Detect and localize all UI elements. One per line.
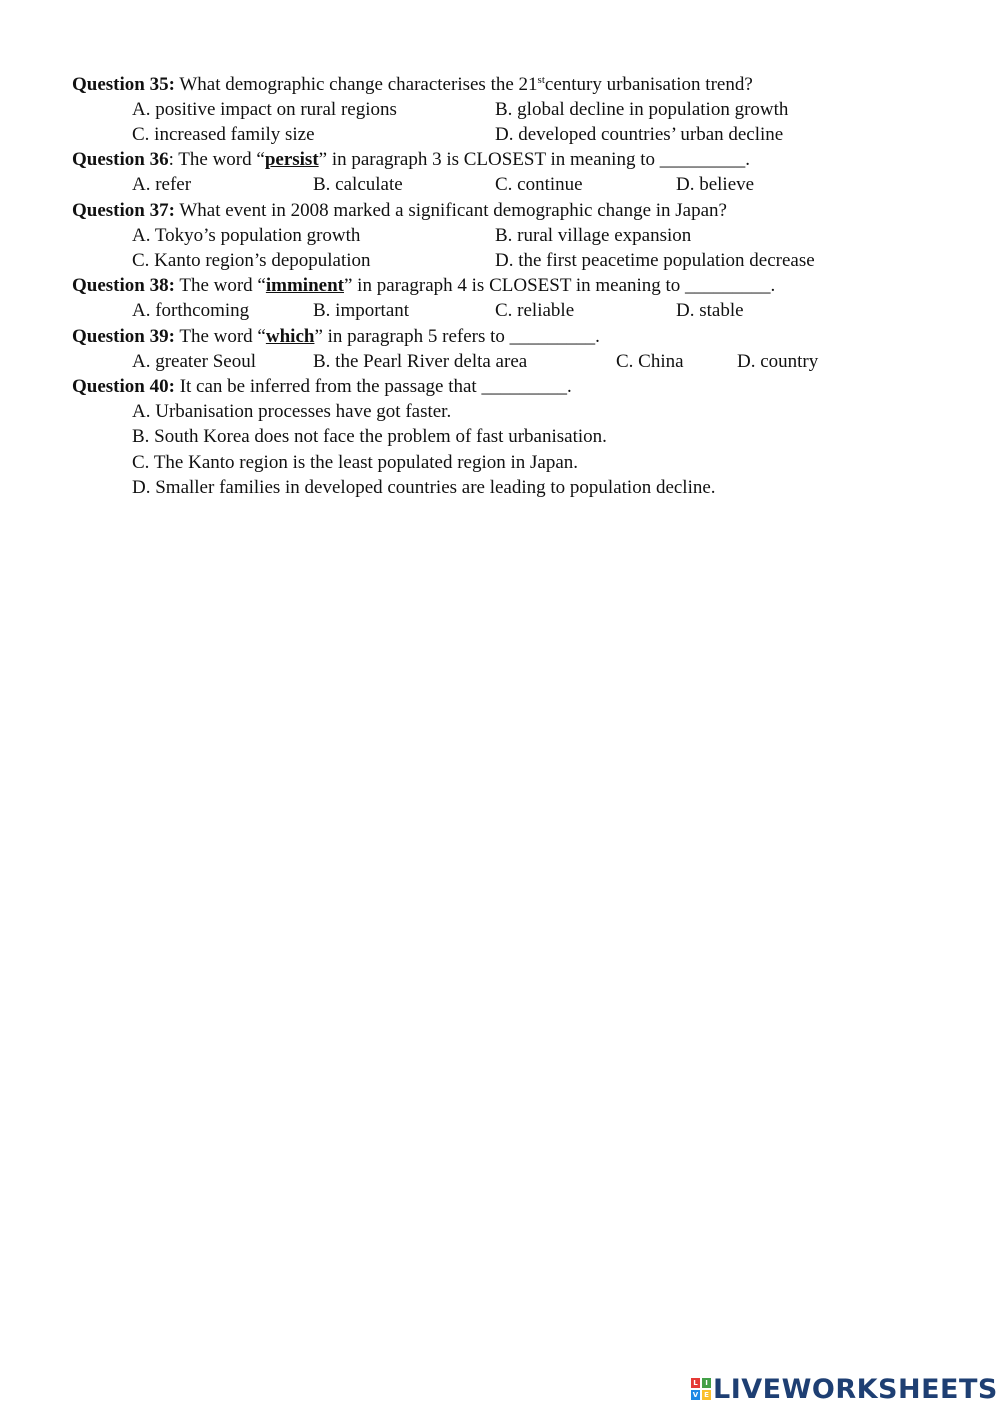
question-37-stem: Question 37: What event in 2008 marked a significant demographic change in Japan? xyxy=(72,200,727,221)
q39-option-c[interactable]: C. China xyxy=(616,351,684,372)
q35-option-b[interactable]: B. global decline in population growth xyxy=(495,99,789,120)
question-35-stem: Question 35: What demographic change characterises the 21stcentury urbanisation trend? xyxy=(72,74,753,95)
question-36-stem: Question 36: The word “persist” in paragraph 3 is CLOSEST in meaning to _________. xyxy=(72,149,750,170)
q39-option-d[interactable]: D. country xyxy=(737,351,819,372)
liveworksheets-logo xyxy=(691,1374,998,1404)
q35-option-d[interactable]: D. developed countries’ urban decline xyxy=(495,124,784,145)
brand-name: LIVEWORKSHEETS xyxy=(713,1373,998,1405)
q40-option-a[interactable]: A. Urbanisation processes have got faster. xyxy=(132,401,452,422)
q36-option-b[interactable]: B. calculate xyxy=(313,174,403,195)
q38-option-a[interactable]: A. forthcoming xyxy=(132,300,250,321)
keyword-persist: persist xyxy=(264,149,319,170)
question-40-stem: Question 40: It can be inferred from the passage that _________. xyxy=(72,376,572,397)
question-38-stem: Question 38: The word “imminent” in paragraph 4 is CLOSEST in meaning to _________. xyxy=(72,275,776,296)
q38-option-b[interactable]: B. important xyxy=(313,300,410,321)
q36-option-c[interactable]: C. continue xyxy=(495,174,583,195)
q36-option-d[interactable]: D. believe xyxy=(676,174,755,195)
q38-option-d[interactable]: D. stable xyxy=(676,300,744,321)
q36-option-a[interactable]: A. refer xyxy=(132,174,192,195)
q37-option-b[interactable]: B. rural village expansion xyxy=(495,225,692,246)
q38-option-c[interactable]: C. reliable xyxy=(495,300,575,321)
mark-tile-e: E xyxy=(702,1390,711,1400)
mark-tile-v: V xyxy=(692,1391,699,1399)
q39-option-b[interactable]: B. the Pearl River delta area xyxy=(313,351,528,372)
q39-option-a[interactable]: A. greater Seoul xyxy=(132,351,256,372)
q35-option-a[interactable]: A. positive impact on rural regions xyxy=(132,99,397,120)
keyword-which: which xyxy=(265,326,315,347)
q37-option-c[interactable]: C. Kanto region’s depopulation xyxy=(132,250,371,271)
q40-option-c[interactable]: C. The Kanto region is the least populated region in Japan. xyxy=(132,452,579,473)
question-39-stem: Question 39: The word “which” in paragraph 5 refers to _________. xyxy=(72,326,600,347)
q35-option-c[interactable]: C. increased family size xyxy=(132,124,315,145)
mark-tile-i: I xyxy=(702,1378,711,1388)
mark-tile-l: L xyxy=(691,1378,700,1388)
q37-option-a[interactable]: A. Tokyo’s population growth xyxy=(132,225,361,246)
q40-option-d[interactable]: D. Smaller families in developed countries are leading to population decline. xyxy=(132,477,716,498)
q40-option-b[interactable]: B. South Korea does not face the problem of fast urbanisation. xyxy=(132,426,607,447)
keyword-imminent: imminent xyxy=(265,275,344,296)
liveworksheets-mark-icon xyxy=(691,1378,711,1400)
q37-option-d[interactable]: D. the first peacetime population decrease xyxy=(495,250,815,271)
